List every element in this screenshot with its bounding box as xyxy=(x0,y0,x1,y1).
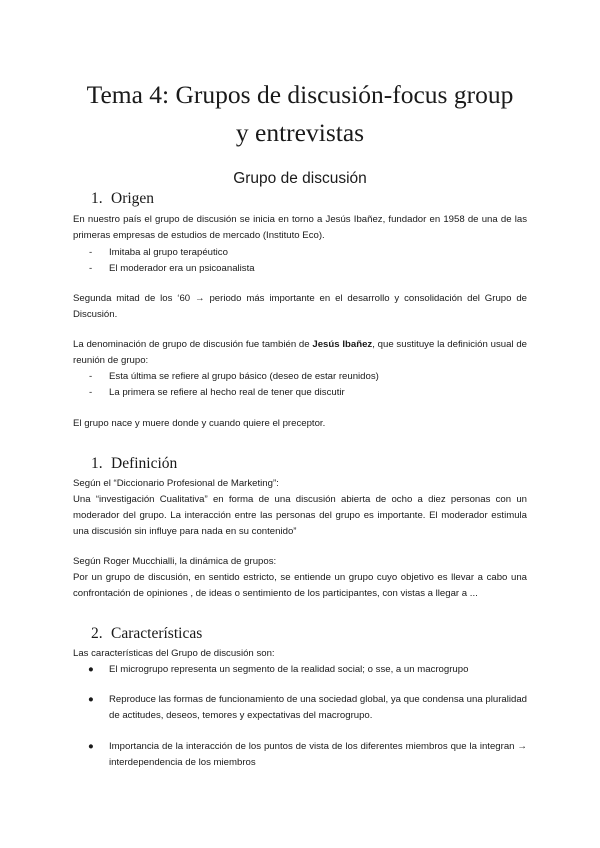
heading-definicion-text: Definición xyxy=(111,455,178,472)
heading-definicion-number: 1. xyxy=(91,455,103,472)
origen-dash-item: - El moderador era un psicoanalista xyxy=(89,261,92,277)
origen-paragraph-3-bold: Jesús Ibañez xyxy=(312,339,373,350)
bullet-icon: ● xyxy=(88,694,94,705)
section-subtitle: Grupo de discusión xyxy=(233,170,367,187)
heading-origen xyxy=(91,190,154,208)
bullet-icon: ● xyxy=(88,664,94,675)
caracteristicas-bullet-text: Reproduce las formas de funcionamiento de una sociedad global, ya que condensa una pluralidad de actitudes, deseos, temores y expectativas del macrogrupo. xyxy=(109,694,527,722)
heading-caracteristicas-number: 2. xyxy=(91,625,103,642)
heading-origen-text: Origen xyxy=(111,190,155,207)
heading-caracteristicas xyxy=(91,625,202,643)
origen-paragraph-3 xyxy=(73,337,527,369)
origen-paragraph-4: El grupo nace y muere donde y cuando quiere el preceptor. xyxy=(73,418,326,429)
document-title-line-1: Tema 4: Grupos de discusión-focus group xyxy=(86,80,514,109)
origen-paragraph-3-start: La denominación de grupo de discusión fue también de xyxy=(73,339,313,350)
origen-paragraph-2: Segunda mitad de los ‘60 → periodo más importante en el desarrollo y consolidación del Grupo de Discusión. xyxy=(73,293,527,321)
definicion-source-2: Según Roger Mucchialli, la dinámica de grupos: xyxy=(73,556,277,567)
caracteristicas-bullet-item xyxy=(73,662,527,678)
definicion-quote: Una “investigación Cualitativa” en forma de una discusión abierta de ocho a diez personas con un moderador del grupo. La interacción entre las personas del grupo es importante. El moderador estimula una discusión sin influye para nada en su contenido” xyxy=(73,494,527,538)
caracteristicas-bullet-text: Importancia de la interacción de los puntos de vista de los diferentes miembros que la integran → interdependencia de los miembros xyxy=(109,741,527,769)
document-title-line-2: y entrevistas xyxy=(235,118,365,147)
caracteristicas-bullet-text: El microgrupo representa un segmento de la realidad social; o sse, a un macrogrupo xyxy=(109,664,469,675)
origen-dash-item-text: El moderador era un psicoanalista xyxy=(109,263,255,274)
definicion-paragraph: Por un grupo de discusión, en sentido estricto, se entiende un grupo cuyo objetivo es llevar a cabo una confrontación de opiniones , de ideas o sentimiento de los participantes, con vistas a llegar a ... xyxy=(73,572,527,600)
origen-dash-item-text: Imitaba al grupo terapéutico xyxy=(109,247,228,258)
heading-caracteristicas-text: Características xyxy=(111,625,203,642)
origen-paragraph-3-end: , que sustituye la definición usual de reunión de grupo: xyxy=(73,339,527,367)
origen-dash-item-text: La primera se refiere al hecho real de tener que discutir xyxy=(109,387,345,398)
caracteristicas-intro: Las características del Grupo de discusión son: xyxy=(73,648,275,659)
heading-origen-number: 1. xyxy=(91,190,103,207)
caracteristicas-bullet-item xyxy=(73,692,527,724)
origen-dash-item-text: Esta última se refiere al grupo básico (deseo de estar reunidos) xyxy=(109,371,379,382)
bullet-icon: ● xyxy=(88,741,94,752)
origen-dash-item: - Imitaba al grupo terapéutico xyxy=(89,245,92,261)
heading-definicion xyxy=(91,455,177,473)
origen-intro-paragraph: En nuestro país el grupo de discusión se inicia en torno a Jesús Ibañez, fundador en 1958 de una de las primeras empresas de estudios de mercado (Instituto Eco). xyxy=(73,214,527,242)
origen-dash-item: - Esta última se refiere al grupo básico (deseo de estar reunidos) xyxy=(89,369,92,385)
caracteristicas-bullet-item xyxy=(73,739,527,771)
origen-dash-item: - La primera se refiere al hecho real de tener que discutir xyxy=(89,385,92,401)
definicion-source-1: Según el “Diccionario Profesional de Marketing”: xyxy=(73,478,279,489)
